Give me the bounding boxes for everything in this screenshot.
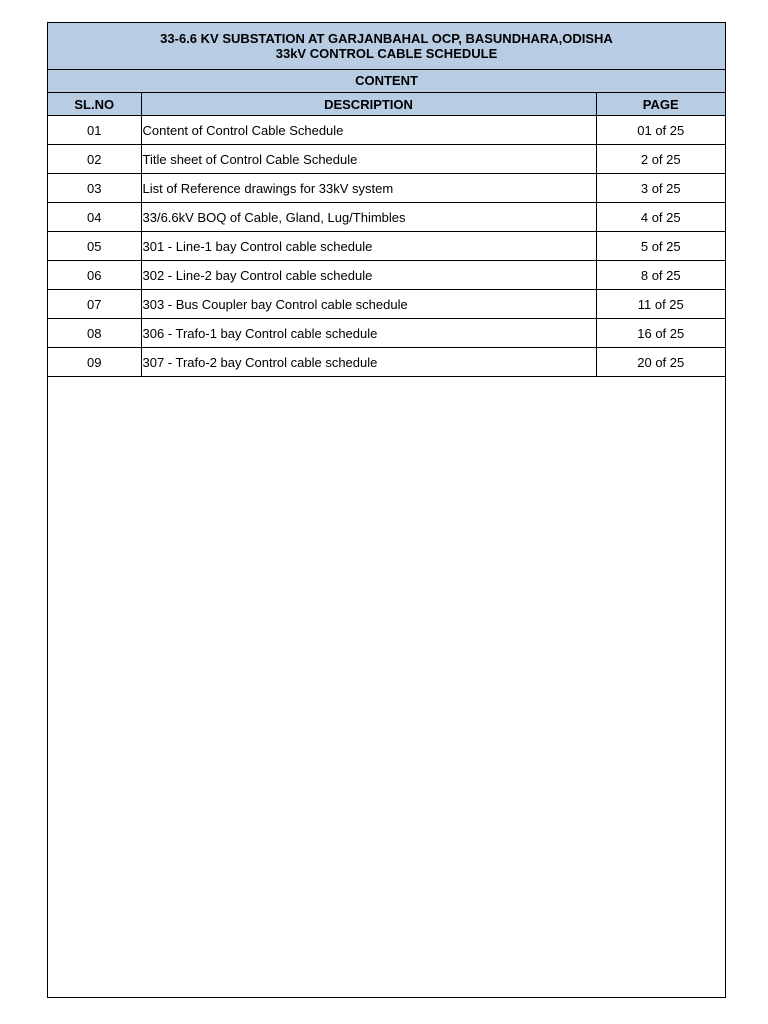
table-row (48, 261, 725, 290)
document-subtitle: 33kV CONTROL CABLE SCHEDULE (275, 46, 498, 61)
page-cell: 5 of 25 (596, 232, 725, 261)
sl-no-cell: 02 (48, 145, 141, 174)
page-cell: 16 of 25 (596, 319, 725, 348)
description-cell: Title sheet of Control Cable Schedule (141, 145, 596, 174)
sl-no-cell: 03 (48, 174, 141, 203)
page-cell: 8 of 25 (596, 261, 725, 290)
sl-no-cell: 07 (48, 290, 141, 319)
table-row (48, 232, 725, 261)
page-cell: 20 of 25 (596, 348, 725, 377)
page-cell: 4 of 25 (596, 203, 725, 232)
table-row (48, 174, 725, 203)
description-cell: 306 - Trafo-1 bay Control cable schedule (141, 319, 596, 348)
document-sheet (47, 22, 726, 998)
page-cell: 3 of 25 (596, 174, 725, 203)
description-cell: 302 - Line-2 bay Control cable schedule (141, 261, 596, 290)
document-title: 33-6.6 KV SUBSTATION AT GARJANBAHAL OCP, BASUNDHARA,ODISHA (160, 31, 613, 46)
table-header-row (48, 93, 725, 116)
column-header-page: PAGE (596, 93, 725, 116)
page-cell: 01 of 25 (596, 116, 725, 145)
table-row (48, 348, 725, 377)
description-cell: List of Reference drawings for 33kV system (141, 174, 596, 203)
section-heading: CONTENT (48, 70, 725, 93)
sl-no-cell: 08 (48, 319, 141, 348)
table-row (48, 145, 725, 174)
column-header-description: DESCRIPTION (141, 93, 596, 116)
column-header-sl-no: SL.NO (48, 93, 141, 116)
sl-no-cell: 09 (48, 348, 141, 377)
table-row (48, 319, 725, 348)
sl-no-cell: 01 (48, 116, 141, 145)
description-cell: 303 - Bus Coupler bay Control cable schedule (141, 290, 596, 319)
table-row (48, 290, 725, 319)
description-cell: Content of Control Cable Schedule (141, 116, 596, 145)
description-cell: 301 - Line-1 bay Control cable schedule (141, 232, 596, 261)
sl-no-cell: 04 (48, 203, 141, 232)
content-table (48, 93, 725, 377)
description-cell: 33/6.6kV BOQ of Cable, Gland, Lug/Thimbles (141, 203, 596, 232)
table-row (48, 203, 725, 232)
page-cell: 2 of 25 (596, 145, 725, 174)
sl-no-cell: 06 (48, 261, 141, 290)
document-title-block (48, 23, 725, 70)
table-row (48, 116, 725, 145)
page-cell: 11 of 25 (596, 290, 725, 319)
description-cell: 307 - Trafo-2 bay Control cable schedule (141, 348, 596, 377)
sl-no-cell: 05 (48, 232, 141, 261)
